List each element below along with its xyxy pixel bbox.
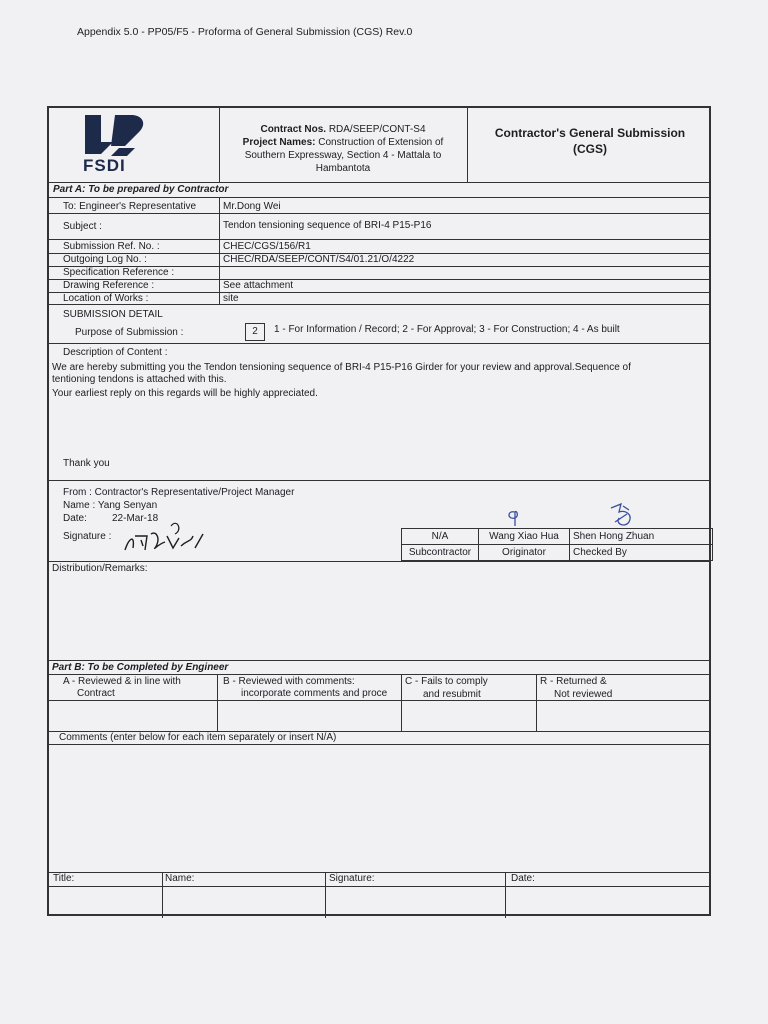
appendix-header: Appendix 5.0 - PP05/F5 - Proforma of General Submission (CGS) Rev.0: [77, 26, 413, 38]
date-label: Date:: [63, 513, 87, 524]
drawing-ref-value: See attachment: [223, 280, 294, 291]
option-c-line1: C - Fails to comply: [405, 676, 488, 687]
option-r-line1: R - Returned &: [540, 676, 607, 687]
specification-label: Specification Reference :: [63, 267, 175, 278]
location-value: site: [223, 293, 239, 304]
from-line: From : Contractor's Representative/Project Manager: [63, 487, 295, 498]
contract-number: Contract Nos. RDA/SEEP/CONT-S4: [260, 124, 426, 135]
signature-field-label: Signature:: [329, 873, 375, 884]
location-label: Location of Works :: [63, 293, 149, 304]
distribution-remarks: Distribution/Remarks:: [52, 563, 148, 574]
fsdi-logo-text: FSDI: [83, 156, 126, 175]
name-field-label: Name:: [165, 873, 195, 884]
outgoing-log-value: CHEC/RDA/SEEP/CONT/S4/01.21/O/4222: [223, 254, 415, 265]
submission-detail-heading: SUBMISSION DETAIL: [63, 309, 163, 320]
project-name-line1: Project Names: Construction of Extension of: [242, 137, 444, 148]
description-line2: tentioning tendons is attached with this.: [52, 374, 227, 385]
comments-label: Comments (enter below for each item separately or insert N/A): [59, 732, 337, 743]
option-r-line2: Not reviewed: [554, 689, 613, 700]
subcontractor-signature: N/A: [431, 531, 449, 542]
thank-you-text: Thank you: [63, 458, 110, 469]
option-c-line2: and resubmit: [423, 689, 481, 700]
purpose-options: 1 - For Information / Record; 2 - For Approval; 3 - For Construction; 4 - As built: [274, 324, 620, 335]
form-title-abbr: (CGS): [573, 142, 607, 156]
subject-value: Tendon tensioning sequence of BRI-4 P15-P16: [223, 220, 432, 231]
project-name-line2: Southern Expressway, Section 4 - Mattala to: [244, 150, 442, 161]
option-b-line1: B - Reviewed with comments:: [223, 676, 355, 687]
date-field-label: Date:: [511, 873, 535, 884]
originator-role: Originator: [502, 547, 546, 558]
part-b-heading: Part B: To be Completed by Engineer: [52, 662, 229, 673]
option-a-line2: Contract: [77, 688, 115, 699]
project-name-line3: Hambantota: [315, 163, 371, 174]
signature-label: Signature :: [63, 531, 112, 542]
fsdi-logo: [79, 112, 151, 176]
option-a-line1: A - Reviewed & in line with: [63, 676, 181, 687]
to-label: To: Engineer's Representative: [63, 201, 197, 212]
checker-role: Checked By: [573, 547, 627, 558]
originator-initials: [501, 506, 527, 530]
purpose-label: Purpose of Submission :: [75, 327, 184, 338]
submission-ref-value: CHEC/CGS/156/R1: [223, 241, 311, 252]
submission-ref-label: Submission Ref. No. :: [63, 241, 160, 252]
outgoing-log-label: Outgoing Log No. :: [63, 254, 147, 265]
checker-signature: Shen Hong Zhuan: [573, 531, 655, 542]
form-title: Contractor's General Submission: [494, 126, 686, 140]
subject-label: Subject :: [63, 221, 102, 232]
subcontractor-role: Subcontractor: [408, 547, 472, 558]
description-line3: Your earliest reply on this regards will be highly appreciated.: [52, 388, 318, 399]
handwritten-signature: [121, 520, 211, 556]
checker-initials: [605, 500, 639, 532]
description-line1: We are hereby submitting you the Tendon tensioning sequence of BRI-4 P15-P16 Girder for your review and approval.Sequence of: [52, 362, 631, 373]
to-value: Mr.Dong Wei: [223, 201, 281, 212]
purpose-value-box[interactable]: 2: [245, 323, 265, 341]
drawing-ref-label: Drawing Reference :: [63, 280, 155, 291]
originator-signature: Wang Xiao Hua: [489, 531, 559, 542]
title-field-label: Title:: [53, 873, 75, 884]
date-value: 22-Mar-18: [112, 513, 159, 524]
part-a-heading: Part A: To be prepared by Contractor: [53, 184, 229, 195]
name-line: Name : Yang Senyan: [63, 500, 158, 511]
description-label: Description of Content :: [63, 347, 168, 358]
option-b-line2: incorporate comments and proce: [241, 688, 388, 699]
submission-form: [47, 106, 711, 916]
